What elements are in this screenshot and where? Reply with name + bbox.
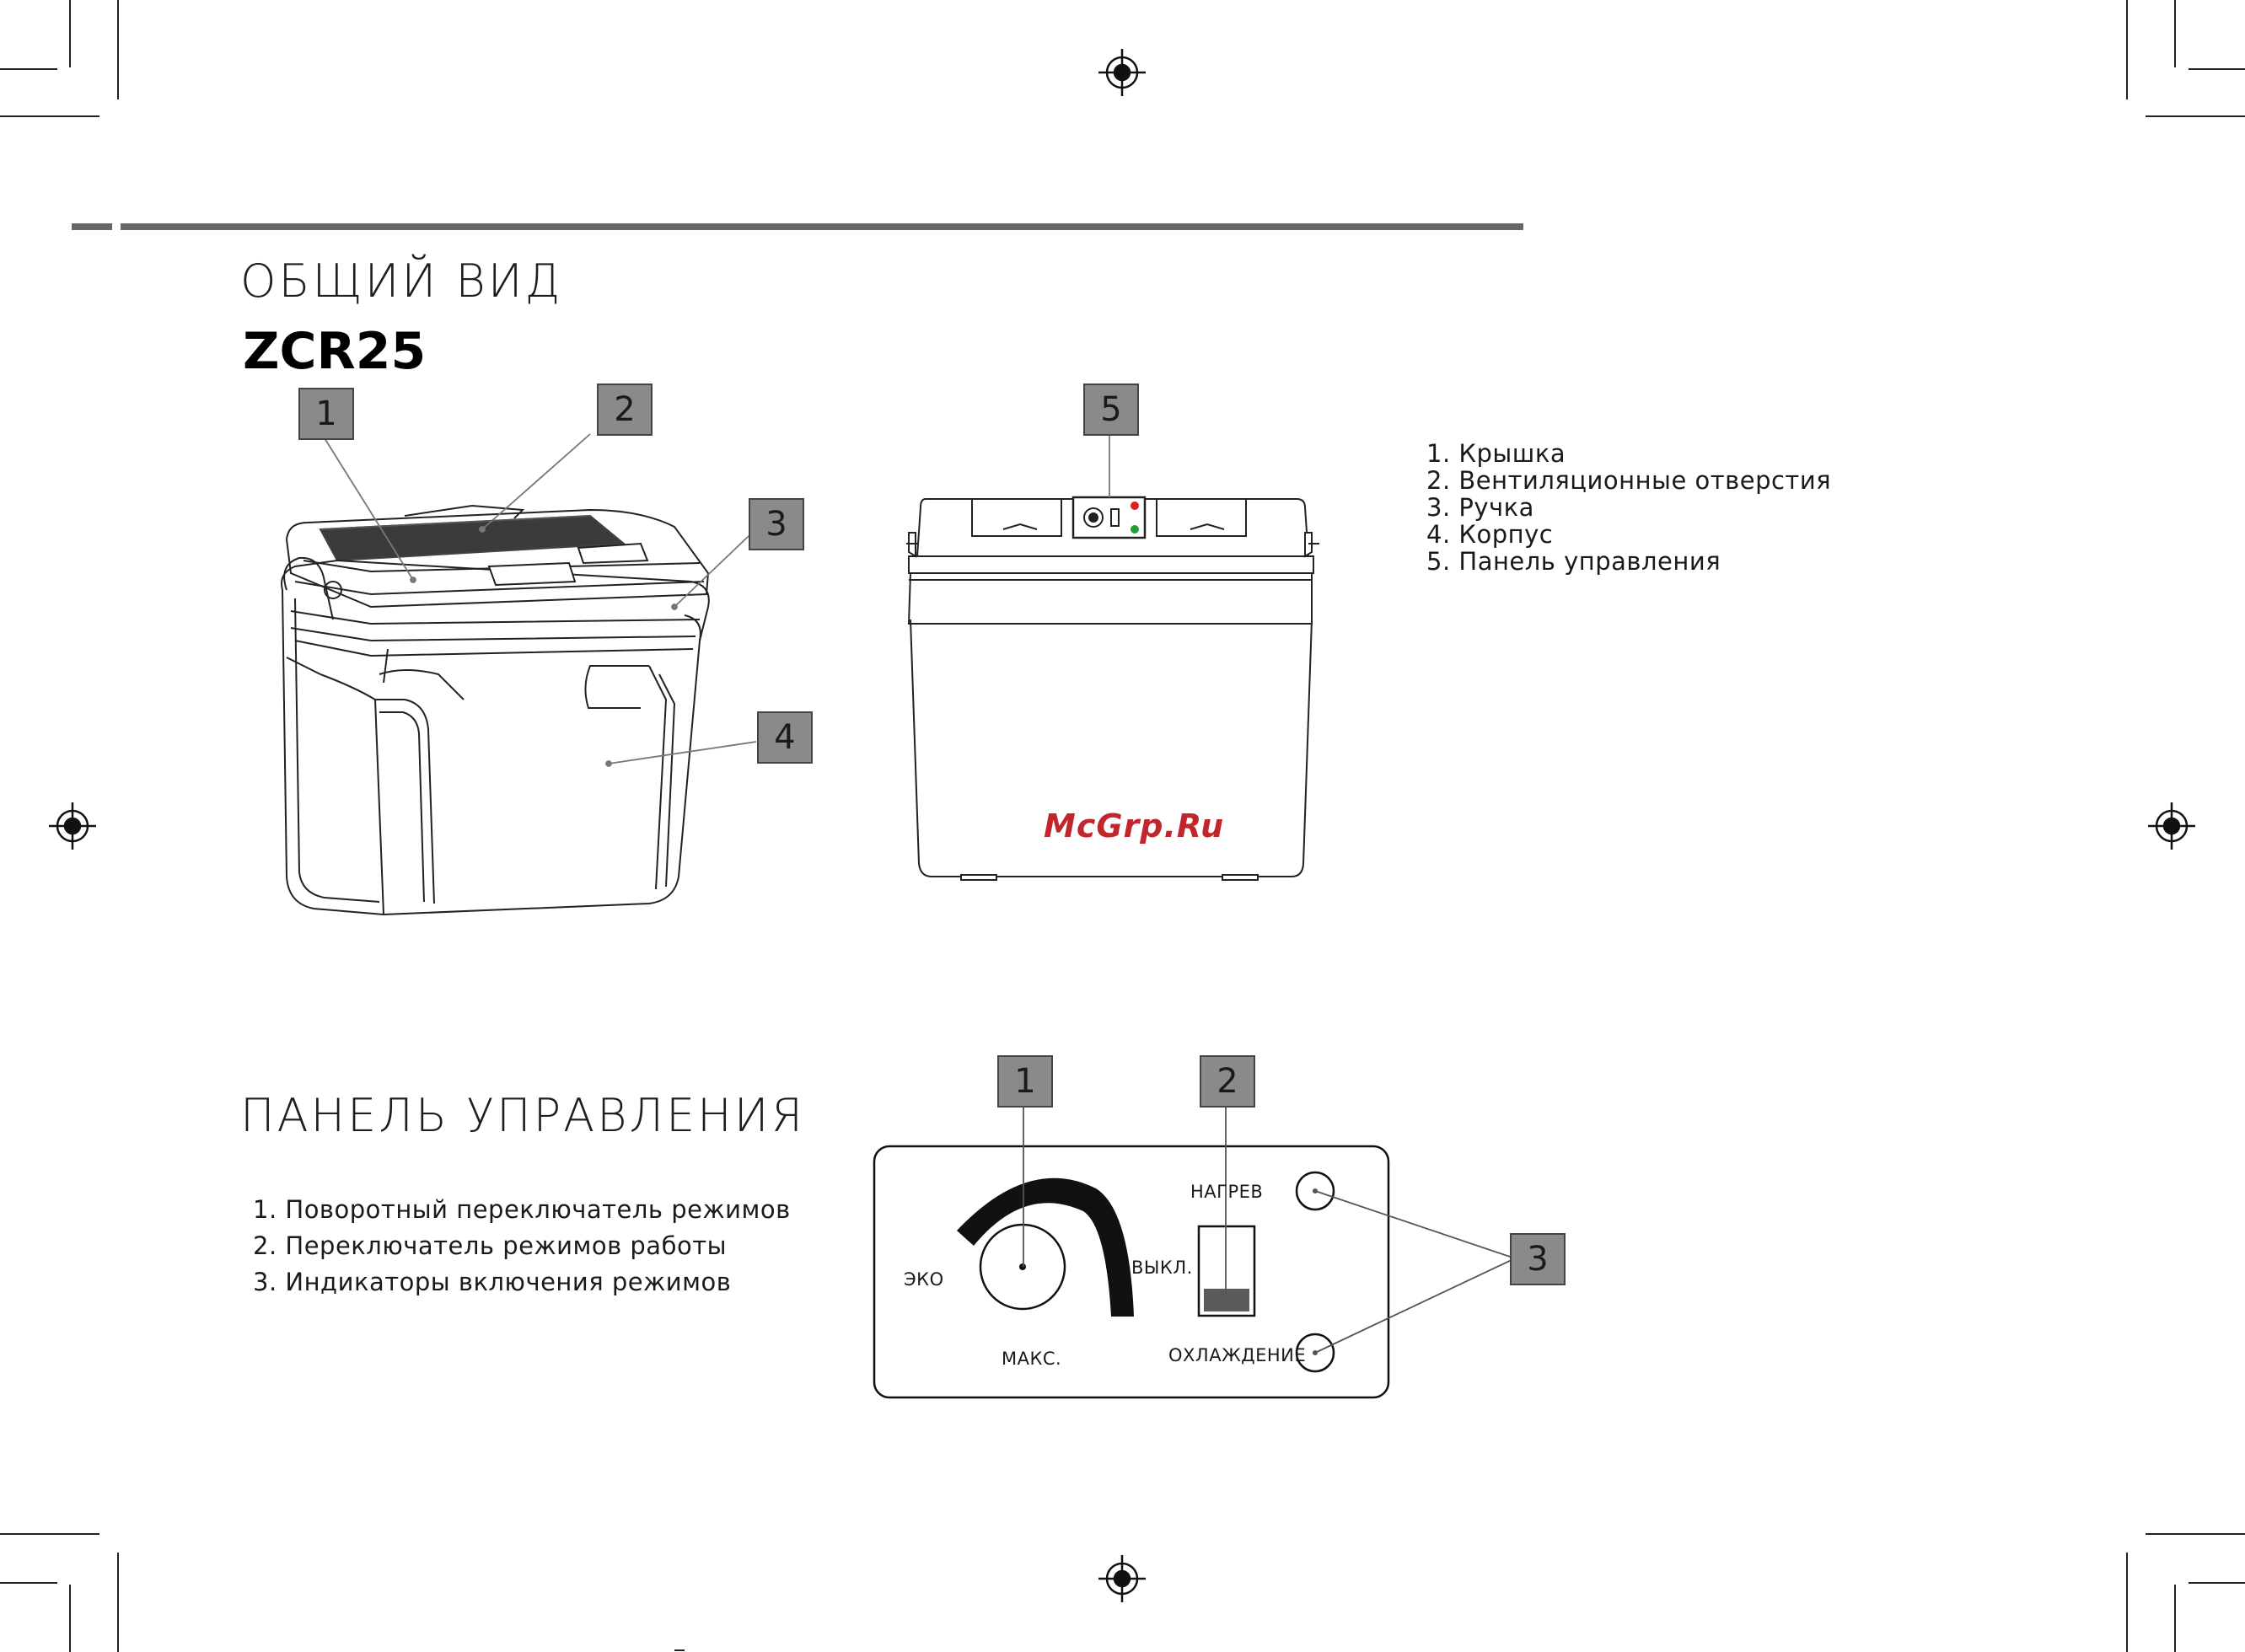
header-rule [72,223,1523,230]
panel-list-item: 3. Индикаторы включения режимов [253,1268,732,1296]
panel-callout-1: 1 [997,1055,1053,1108]
panel-list-item: 2. Переключатель режимов работы [253,1231,727,1260]
front-led-green-icon [1131,525,1139,534]
parts-list-item: 2. Вентиляционные отверстия [1426,466,1832,495]
panel-items-list [253,1192,791,1301]
callout-2: 2 [597,384,653,436]
panel-list-item: 1. Поворотный переключатель режимов [253,1195,791,1224]
callout-3: 3 [749,498,804,550]
panel-callout-3: 3 [1510,1233,1566,1285]
callout-5: 5 [1083,384,1139,436]
label-eco: ЭКО [904,1269,944,1290]
parts-list [1426,440,1831,575]
callout-4: 4 [757,711,813,764]
front-led-red-icon [1131,502,1139,510]
label-cool: ОХЛАЖДЕНИЕ [1168,1345,1307,1365]
cooler-perspective-drawing [282,506,709,914]
parts-list-item: 1. Крышка [1426,439,1566,468]
parts-list-item: 4. Корпус [1426,520,1554,549]
parts-list-item: 5. Панель управления [1426,547,1721,576]
label-max: МАКС. [1002,1349,1062,1369]
label-heat: НАГРЕВ [1190,1182,1264,1202]
section-title-panel: ПАНЕЛЬ УПРАВЛЕНИЯ [240,1089,806,1142]
model-name: ZCR25 [243,322,427,381]
watermark: McGrp.Ru [1044,807,1225,845]
parts-list-item: 3. Ручка [1426,493,1534,522]
panel-callout-2: 2 [1200,1055,1255,1108]
label-off: ВЫКЛ. [1131,1258,1193,1278]
section-title-general: ОБЩИЙ ВИД [240,255,563,308]
callout-1: 1 [298,388,354,440]
